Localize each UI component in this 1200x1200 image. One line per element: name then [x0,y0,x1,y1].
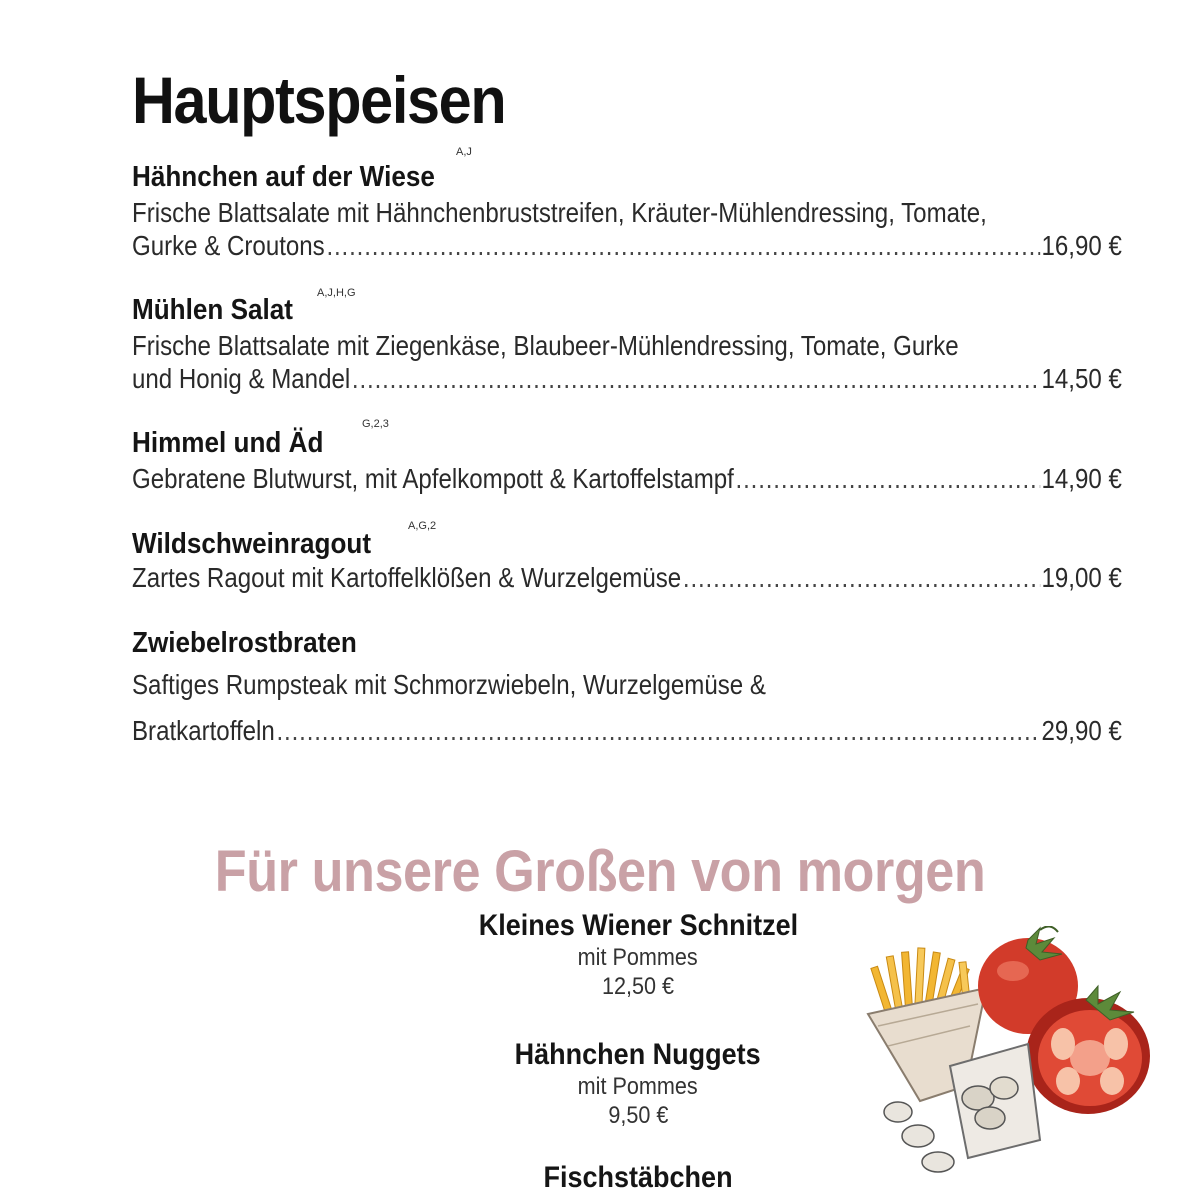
item-description-price-row [132,362,1122,395]
allergen-codes: G,2,3 [362,418,389,430]
item-price: 29,90 € [1041,715,1122,746]
item-description-price-row [132,229,1122,262]
item-description: Zartes Ragout mit Kartoffelklößen & Wurzelgemüse [132,562,682,593]
allergen-codes: A,J [456,146,472,158]
dot-leader [277,714,1040,747]
item-description: Frische Blattsalate mit Hähnchenbruststreifen, Kräuter-Mühlendressing, Tomate, [132,197,987,228]
allergen-codes: A,J,H,G [317,287,356,299]
item-description: Saftiges Rumpsteak mit Schmorzwiebeln, Wurzelgemüse & [132,669,766,700]
item-name: Fischstäbchen [543,1161,733,1194]
dot-leader [352,362,1040,395]
item-name: Wildschweinragout [132,528,372,560]
kids-item-fischstaebchen [438,1161,838,1195]
item-price: 12,50 € [601,973,675,1000]
item-description-price-row [132,462,1122,495]
item-description-end: und Honig & Mandel [132,363,351,394]
item-description: Gebratene Blutwurst, mit Apfelkompott & Kartoffelstampf [132,463,734,494]
dot-leader [683,561,1040,594]
menu-item-himmel-und-aed [132,418,1122,495]
item-name: Mühlen Salat [132,294,293,326]
item-price: 14,50 € [1041,363,1122,394]
item-description-price-row [132,561,1122,594]
item-description-price-row [132,714,1122,747]
item-price: 9,50 € [607,1102,669,1129]
item-description-end: Gurke & Croutons [132,230,325,261]
item-name: Zwiebelrostbraten [132,627,357,659]
item-side: mit Pommes [577,944,699,971]
item-name: Himmel und Äd [132,427,324,459]
item-description-end: Bratkartoffeln [132,715,275,746]
item-name: Hähnchen auf der Wiese [132,161,435,193]
item-price: 16,90 € [1041,230,1122,261]
menu-item-haehnchen-auf-der-wiese [132,146,1122,262]
item-name: Kleines Wiener Schnitzel [478,909,798,942]
menu-item-zwiebelrostbraten [132,626,1122,747]
allergen-codes: A,G,2 [408,520,437,532]
kids-item-wiener-schnitzel [438,909,838,1001]
fries-nuggets-tomato-illustration [858,926,1158,1176]
kids-item-haehnchen-nuggets [438,1038,838,1130]
dot-leader [736,462,1040,495]
page-title: Hauptspeisen [132,63,506,137]
item-description: Frische Blattsalate mit Ziegenkäse, Blaubeer-Mühlendressing, Tomate, Gurke [132,330,959,361]
menu-item-muehlen-salat [132,287,1122,395]
item-price: 19,00 € [1041,562,1122,593]
kids-section-title: Für unsere Großen von morgen [214,839,986,904]
item-name: Hähnchen Nuggets [514,1038,762,1071]
item-price: 14,90 € [1041,463,1122,494]
item-side: mit Pommes [577,1073,699,1100]
menu-item-wildschweinragout [132,520,1122,594]
dot-leader [326,229,1039,262]
